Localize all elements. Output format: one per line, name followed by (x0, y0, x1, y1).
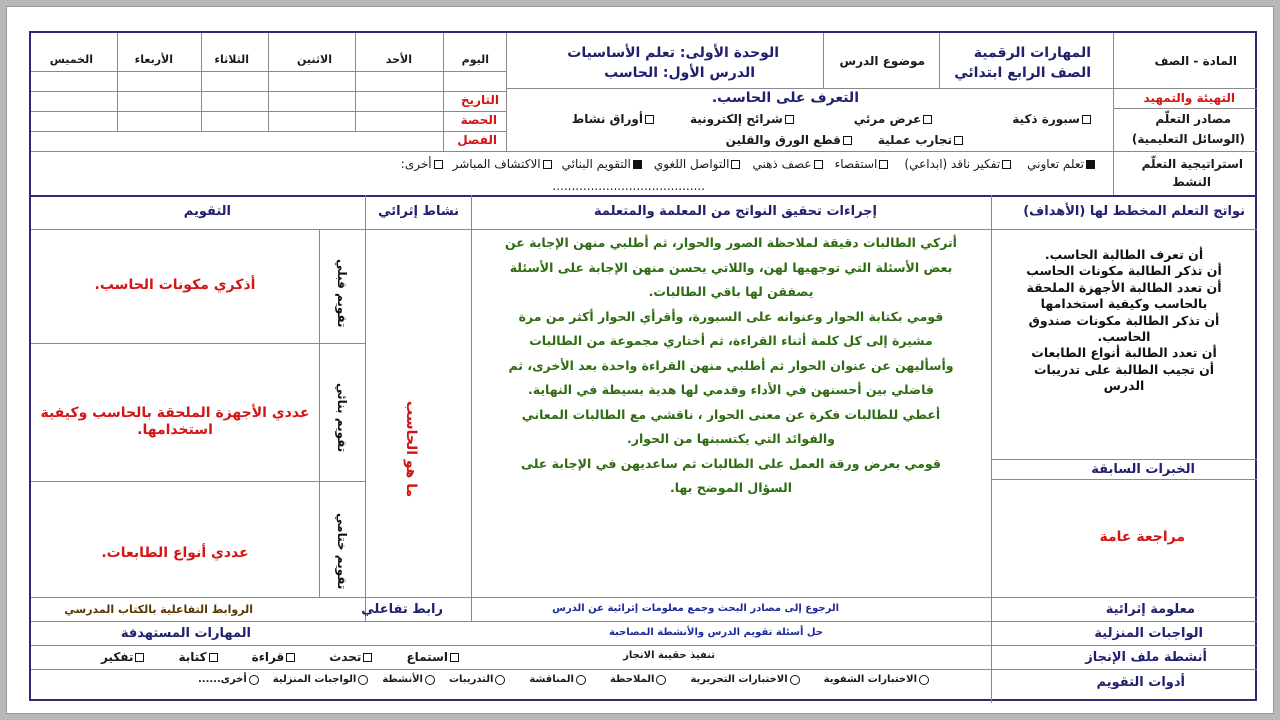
grade-value: الصف الرابع ابتدائي (954, 65, 1091, 81)
radio-icon[interactable] (425, 675, 435, 685)
strategy-3[interactable]: استقصاء (835, 157, 891, 171)
day-sunday: الأحد (385, 53, 412, 66)
procedures-header: إجراءات تحقيق النواتج من المعلمة والمتعلمة (593, 204, 877, 219)
procedures-text (475, 231, 987, 501)
tool-oral[interactable]: الاختبارات الشفوية (824, 674, 931, 685)
day-thursday: الخميس (49, 53, 93, 66)
unit-title: الوحدة الأولى: تعلم الأساسيات (567, 45, 779, 61)
assessment-text-1: أذكري مكونات الحاسب. (94, 277, 256, 293)
procedure-line: أتركي الطالبات دقيقة لملاحظة الصور والحوار، ثم أطلبي منهن الإجابة عن (505, 235, 957, 250)
tool-written[interactable]: الاختبارات التحريرية (690, 674, 801, 685)
checkbox-icon[interactable] (543, 160, 552, 169)
skills-row (101, 650, 461, 664)
assessment-header: التقويم (183, 204, 231, 219)
source-smartboard[interactable]: سبورة ذكية (1012, 112, 1093, 126)
radio-icon[interactable] (919, 675, 929, 685)
tool-other[interactable]: أخرى...... (198, 674, 261, 685)
radio-icon[interactable] (656, 675, 666, 685)
outcome-item: أن تعرف الطالبة الحاسب. (1044, 247, 1204, 262)
procedure-line: قومي بكتابة الحوار وعنوانه على السبورة، وأقرأي الحوار أكثر من مرة (518, 308, 944, 324)
outcome-item: بالحاسب وكيفية استخدامها (1040, 296, 1208, 312)
strategy-7[interactable]: الاكتشاف المباشر (453, 157, 554, 171)
checkbox-icon[interactable] (286, 653, 295, 662)
source-worksheets[interactable]: أوراق نشاط (572, 112, 656, 126)
strategies-label: استراتيجية التعلّم (1141, 157, 1243, 171)
checkbox-checked-icon[interactable] (1086, 160, 1095, 169)
lesson-plan-table (29, 31, 1257, 701)
date-label: التاريخ (460, 93, 499, 107)
strategy-8[interactable]: أخرى: (401, 157, 445, 171)
enrichment-info-label: معلومة إثرائية (1105, 602, 1195, 617)
checkbox-icon[interactable] (645, 115, 654, 124)
strategy-5[interactable]: التواصل اللغوي (654, 157, 743, 171)
strategies-row (401, 157, 1097, 171)
strategy-2[interactable]: تفكير ناقد (ابداعي) (904, 157, 1013, 171)
radio-icon[interactable] (249, 675, 259, 685)
portfolio-value: تنفيذ حقيبة الانجاز (623, 650, 715, 661)
topic-label: موضوع الدرس (839, 54, 925, 68)
outcomes-header: نواتج التعلم المخطط لها (الأهداف) (1023, 204, 1245, 219)
checkbox-icon[interactable] (450, 653, 459, 662)
assessment-type-2: تقويم بنائي (335, 383, 349, 453)
strategy-4[interactable]: عصف ذهني (752, 157, 824, 171)
tool-observation[interactable]: الملاحظة (610, 674, 669, 685)
skills-label: المهارات المستهدفة (120, 626, 251, 641)
procedure-line: أعطي للطالبات فكرة عن معنى الحوار ، ناقشي مع الطالبات المعاني (521, 406, 941, 422)
outcome-item: الدرس (1103, 378, 1145, 394)
enrichment-activity: ما هو الحاسب (403, 401, 419, 498)
procedure-line: فاضلي بين أحسنهن في الأداء وقدمي لها هدية بسيطة في النهاية. (528, 382, 934, 397)
prior-knowledge-value: مراجعة عامة (1099, 529, 1185, 545)
day-wednesday: الأربعاء (134, 53, 173, 66)
radio-icon[interactable] (358, 675, 368, 685)
outcome-item: أن تذكر الطالبة مكونات صندوق (1028, 312, 1220, 328)
intro-label: التهيئة والتمهيد (1143, 91, 1235, 105)
enrichment-header: نشاط إثرائي (378, 204, 459, 219)
strategy-6[interactable]: التقويم البنائي (562, 157, 644, 171)
tool-exercises[interactable]: التدريبات (449, 674, 507, 685)
checkbox-icon[interactable] (814, 160, 823, 169)
checkbox-icon[interactable] (135, 653, 144, 662)
interactive-link-label: رابط تفاعلي (361, 602, 443, 617)
procedure-line: بعض الأسئلة التي توجهيها لهن، واللاتي يحسن منهن الإجابة على الأسئلة (509, 259, 953, 275)
interactive-link-value: الروابط التفاعلية بالكتاب المدرسي (64, 603, 253, 616)
intro-value: التعرف على الحاسب. (711, 90, 859, 106)
tools-label: أدوات التقويم (1096, 675, 1185, 690)
homework-label: الواجبات المنزلية (1094, 626, 1203, 641)
tool-discussion[interactable]: المناقشة (529, 674, 588, 685)
sources-row-1 (572, 112, 1093, 126)
source-paper[interactable]: قطع الورق والقلين (726, 133, 854, 147)
radio-icon[interactable] (576, 675, 586, 685)
strategy-1[interactable]: تعلم تعاوني (1027, 157, 1097, 171)
portfolio-label: أنشطة ملف الإنجاز (1085, 650, 1207, 665)
procedure-line: مشيرة إلى كل كلمة أثناء القراءة، ثم أختاري مجموعة من الطالبات (529, 333, 933, 348)
outcome-item: أن تعدد الطالبة الأجهزة الملحقة (1026, 279, 1222, 295)
skill-thinking[interactable]: تفكير (101, 650, 146, 664)
skill-speaking[interactable]: تحدث (329, 650, 374, 664)
outcome-item: أن تعدد الطالبة أنواع الطابعات (1031, 345, 1217, 361)
period-label: الحصة (460, 113, 497, 127)
enrichment-info-value: الرجوع إلى مصادر البحث وجمع معلومات إثرائية عن الدرس (552, 603, 839, 614)
skill-reading[interactable]: قراءة (252, 650, 298, 664)
subject-value: المهارات الرقمية (973, 45, 1091, 61)
sources-label: مصادر التعلّم (1155, 112, 1231, 126)
strategies-dots: ........................................ (552, 179, 705, 193)
checkbox-icon[interactable] (785, 115, 794, 124)
checkbox-icon[interactable] (1002, 160, 1011, 169)
outcome-item: الحاسب. (1097, 329, 1151, 345)
checkbox-icon[interactable] (843, 136, 852, 145)
assessment-text-2: عددي الأجهزة الملحقة بالحاسب وكيفية استخدامها. (40, 405, 310, 438)
assessment-type-3: تقويم ختامي (335, 513, 349, 590)
source-video[interactable]: عرض مرئي (854, 112, 935, 126)
outcomes-list (999, 247, 1249, 395)
radio-icon[interactable] (790, 675, 800, 685)
page-frame (6, 6, 1274, 714)
class-label: الفصل (457, 133, 497, 147)
checkbox-icon[interactable] (923, 115, 932, 124)
procedure-line: والفوائد التي يكتسبنها من الحوار. (627, 431, 835, 446)
checkbox-icon[interactable] (954, 136, 963, 145)
checkbox-icon[interactable] (879, 160, 888, 169)
skill-listening[interactable]: استماع (406, 650, 461, 664)
procedure-line: السؤال الموضح بها. (669, 480, 793, 495)
assessment-text-3: عددي أنواع الطابعات. (101, 545, 249, 561)
prior-knowledge-label: الخبرات السابقة (1091, 462, 1195, 477)
procedure-line: يصفقن لها باقي الطالبات. (648, 284, 814, 299)
assessment-type-1: تقويم قبلي (335, 259, 349, 328)
lesson-title: الدرس الأول: الحاسب (604, 65, 755, 81)
source-slides[interactable]: شرائح إلكترونية (690, 112, 796, 126)
tool-activities[interactable]: الأنشطة (382, 674, 437, 685)
radio-icon[interactable] (495, 675, 505, 685)
day-label: اليوم (461, 53, 489, 66)
checkbox-icon[interactable] (1082, 115, 1091, 124)
checkbox-checked-icon[interactable] (633, 160, 642, 169)
tools-row (198, 674, 931, 685)
checkbox-icon[interactable] (209, 653, 218, 662)
checkbox-icon[interactable] (434, 160, 443, 169)
checkbox-icon[interactable] (363, 653, 372, 662)
subject-grade-label: المادة - الصف (1154, 54, 1237, 68)
checkbox-icon[interactable] (731, 160, 740, 169)
procedure-line: قومي بعرض ورقة العمل على الطالبات ثم ساعديهن في الإجابة على (521, 455, 941, 471)
homework-value: حل أسئلة تقويم الدرس والأنشطة المصاحبة (608, 627, 823, 638)
tool-homework[interactable]: الواجبات المنزلية (273, 674, 371, 685)
strategies-sublabel: النشط (1172, 175, 1211, 189)
procedure-line: وأسأليهن عن عنوان الحوار ثم أطلبي منهن القراءة واحدة بعد الأخرى، ثم (508, 357, 954, 373)
sources-row-2 (726, 133, 965, 147)
outcome-item: أن تجيب الطالبة على تدريبات (1033, 361, 1215, 377)
skill-writing[interactable]: كتابة (178, 650, 219, 664)
source-experiments[interactable]: تجارب عملية (878, 133, 965, 147)
outcome-item: أن تذكر الطالبة مكونات الحاسب (1026, 263, 1222, 279)
day-monday: الاثنين (297, 53, 332, 66)
sources-sublabel: (الوسائل التعليمية) (1131, 132, 1245, 146)
day-tuesday: الثلاثاء (214, 53, 249, 66)
